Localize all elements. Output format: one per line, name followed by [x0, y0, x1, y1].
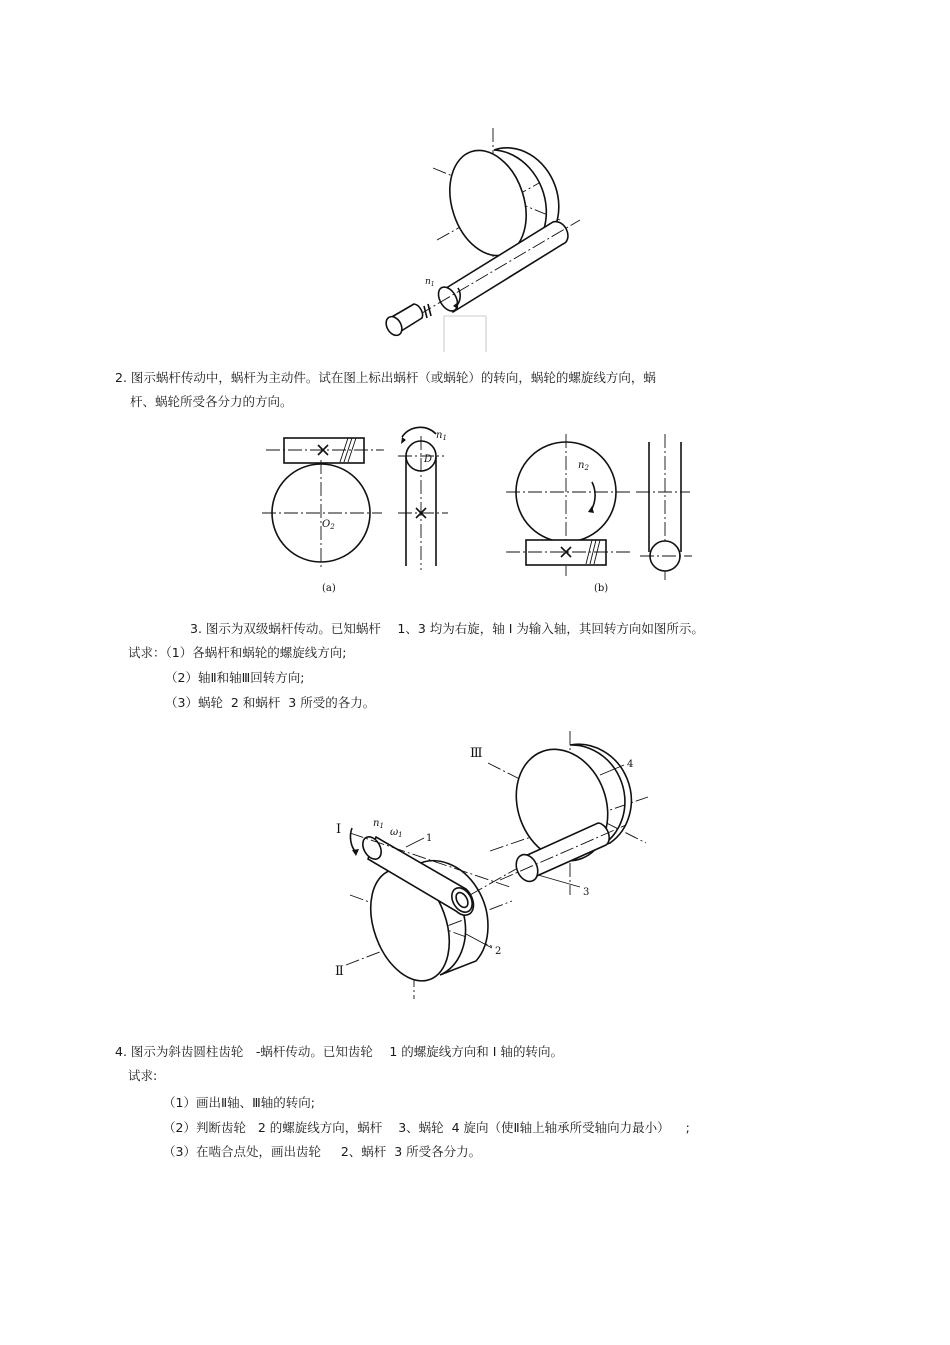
q4-line-2: 试求:: [128, 1068, 158, 1083]
n2-label: n: [578, 460, 585, 471]
n1-label: n: [436, 430, 443, 441]
q3-line-3: （2）轴Ⅱ和轴Ⅲ回转方向;: [165, 670, 305, 685]
double-worm-drive-figure: [0, 725, 950, 1015]
q2-line-1: 2. 图示蜗杆传动中，蜗杆为主动件。试在图上标出蜗杆（或蜗轮）的转向，蜗轮的螺旋线方向，蜗: [115, 370, 656, 385]
omega1-subscript: 1: [398, 831, 403, 839]
worm-drive-figure-1: [0, 0, 950, 360]
svg-text:n2: [578, 460, 589, 472]
label-1: 1: [426, 833, 433, 844]
d-label: D: [424, 454, 433, 465]
svg-text:n1: [425, 277, 435, 288]
caption-b: (b): [594, 583, 609, 594]
svg-text:n1: [436, 430, 447, 442]
label-3: 3: [583, 887, 590, 898]
shaft-3-label: Ⅲ: [470, 746, 483, 761]
q4-line-1: 4. 图示为斜齿圆柱齿轮 -蜗杆传动。已知齿轮 1 的螺旋线方向和 I 轴的转向。: [115, 1044, 563, 1059]
n2-subscript: 2: [584, 464, 589, 472]
label-2: 2: [495, 946, 502, 957]
q4-line-5: （3）在啮合点处，画出齿轮 2、蜗杆 3 所受各分力。: [163, 1144, 482, 1159]
q3-line-4: （3）蜗轮 2 和蜗杆 3 所受的各力。: [165, 695, 376, 710]
q3-line-2: 试求：（1）各蜗杆和蜗轮的螺旋线方向;: [128, 645, 347, 660]
shaft-2-label: Ⅱ: [335, 964, 344, 979]
q4-line-3: （1）画出Ⅱ轴、Ⅲ轴的转向;: [163, 1095, 315, 1110]
svg-text:ω1: [390, 827, 403, 839]
n1-subscript: 1: [430, 281, 435, 288]
q4-line-4: （2）判断齿轮 2 的螺旋线方向，蜗杆 3、蜗轮 4 旋向（使Ⅱ轴上轴承所受轴向力最小） ;: [163, 1120, 690, 1135]
q2-line-2: 杆、蜗轮所受各分力的方向。: [130, 394, 293, 409]
o2-subscript: 2: [330, 523, 335, 531]
o2-label: O: [322, 519, 331, 530]
caption-a: (a): [322, 583, 336, 594]
n1-label: n: [425, 277, 431, 287]
svg-text:n1: [373, 818, 384, 830]
n1-label: n: [373, 818, 380, 829]
worm-drive-figure-2: [0, 420, 950, 600]
svg-text:O2: [322, 519, 335, 531]
shaft-1-label: I: [336, 822, 342, 837]
n1-subscript: 1: [379, 822, 384, 830]
label-4: 4: [627, 759, 634, 770]
q3-line-1: 3. 图示为双级蜗杆传动。已知蜗杆 1、3 均为右旋，轴 I 为输入轴，其回转方向如图所示。: [190, 621, 704, 636]
omega1-label: ω: [390, 827, 399, 838]
n1-subscript: 1: [442, 434, 447, 442]
